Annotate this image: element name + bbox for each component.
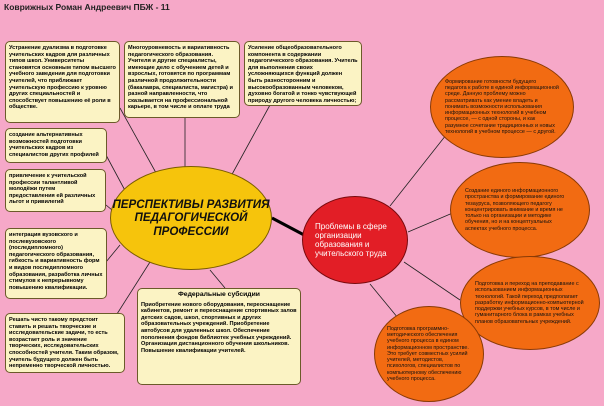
ellipse-it-transition-text: Подготовка и переход на преподавание с использованием информационных технологий. Такой переход предполагает разработку информационно-компьютерной поддержки учебных курсов, в том числе и гуманитарного блока в рамках учебных планов образовательных учреждений. [475,281,584,325]
ellipse-it-transition [460,256,600,350]
ellipse-software-support [374,306,484,402]
link-center-problem [272,218,306,236]
problem-ellipse [302,196,408,284]
link-e3 [404,262,460,300]
box-multilevel: Многоуровневость и вариативность педагогического образования. Учителя и другие специалисты, имеющие дело с обучением детей и взрослых, готовятся по программам различной продолжительности (бакалавра, специалиста, магистра) и разной направленности, что сказывается на профессиональной карьере, в том числе и оплате труда [124,41,240,118]
link-fed [210,270,225,288]
link-b1 [120,108,160,180]
box-creative-teacher: Решать чисто такому предстоит ставить и решать творческие и исследовательские задачи, то есть возрастает роль и значение творческих, исследовательских способностей учителя. Таким образом, учитель будущего должен быть непременно творческой личностью. [5,313,125,373]
box-integration: интеграция вузовского и послевузовского (последипломного) педагогического образования, гибкость и вариативность форм и видов последипломного образования, разработка личных стимулов к непрерывному повышению квалификации. [5,228,107,299]
ellipse-software-support-text: Подготовка программно-методического обеспечения учебного процесса в едином информационном пространстве. Это требует совместных усилий учителей, методистов, психологов, специалистов по компьютерному обеспечению учебного процесса. [387,326,469,382]
link-e4 [370,284,398,318]
box-federal-subsidies [137,288,301,385]
box-alternatives: создание альтернативных возможностей подготовки учительских кадров из специалистов других профилей [5,128,107,163]
link-e2 [408,212,455,232]
ellipse-info-space-text: Создание единого информационного пространства и формирование единого тезауруса, позволяющего педагогу концентрировать внимание и время не только на организации и методике обучения, но и на концептуальных аспектах учебного процесса. [465,188,565,232]
ellipse-info-readiness [430,56,574,158]
box-youth: привлечение к учительской профессии талантливой молодёжи путем предоставления ей различных льгот и привилегий [5,169,106,212]
author-header: Коврижных Роман Андреевич ПБЖ - 11 [4,2,170,12]
center-title: ПЕРСПЕКТИВЫ РАЗВИТИЯ ПЕДАГОГИЧЕСКОЙ ПРОФЕССИИ [112,198,270,238]
center-ellipse [110,166,272,270]
box-dualism: Устранение дуализма в подготовке учительских кадров для различных типов школ. Университеты становятся основным типом высшего учебного заведения для подготовки учителей, что приближает учительскую профессию к уровню других специальностей и способствует повышению её роли в обществе. [5,41,120,123]
ellipse-info-readiness-text: Формирование готовности будущего педагога к работе в единой информационной среде. Данную проблему можно рассматривать как умение владеть и понимать возможности использования информационных технологий в учебном процессе, — с одной стороны, и как разумное сочетание традиционных и новых технологий в учебном процессе — с другой. [445,79,559,135]
federal-text: Приобретение нового оборудования, переоснащение кабинетов, ремонт и переоснащение спортивных залов детских садов, школ, спортивных и других образовательных учреждений. Приобретение автобусов для удаленных школ. Обеспечение пополнения фондов библиотек учебных учреждений. Организация дистанционного обучения школьников. Повышение квалификации учителей. [141,301,297,354]
problem-title: Проблемы в сфере организации образования и учительского труда [315,221,387,259]
box-general-education: Усиление общеобразовательного компонента в содержании педагогического образования. Учитель для выполнения своих усложняющихся функций должен быть разносторонним и высокообразованным человеком, духовно богатой и тонко чувствующей природу другого человека личностью; [244,41,362,106]
link-e1 [390,130,450,206]
ellipse-info-space [450,162,590,258]
federal-title: Федеральные субсидии [178,291,260,298]
link-b6 [106,245,120,262]
